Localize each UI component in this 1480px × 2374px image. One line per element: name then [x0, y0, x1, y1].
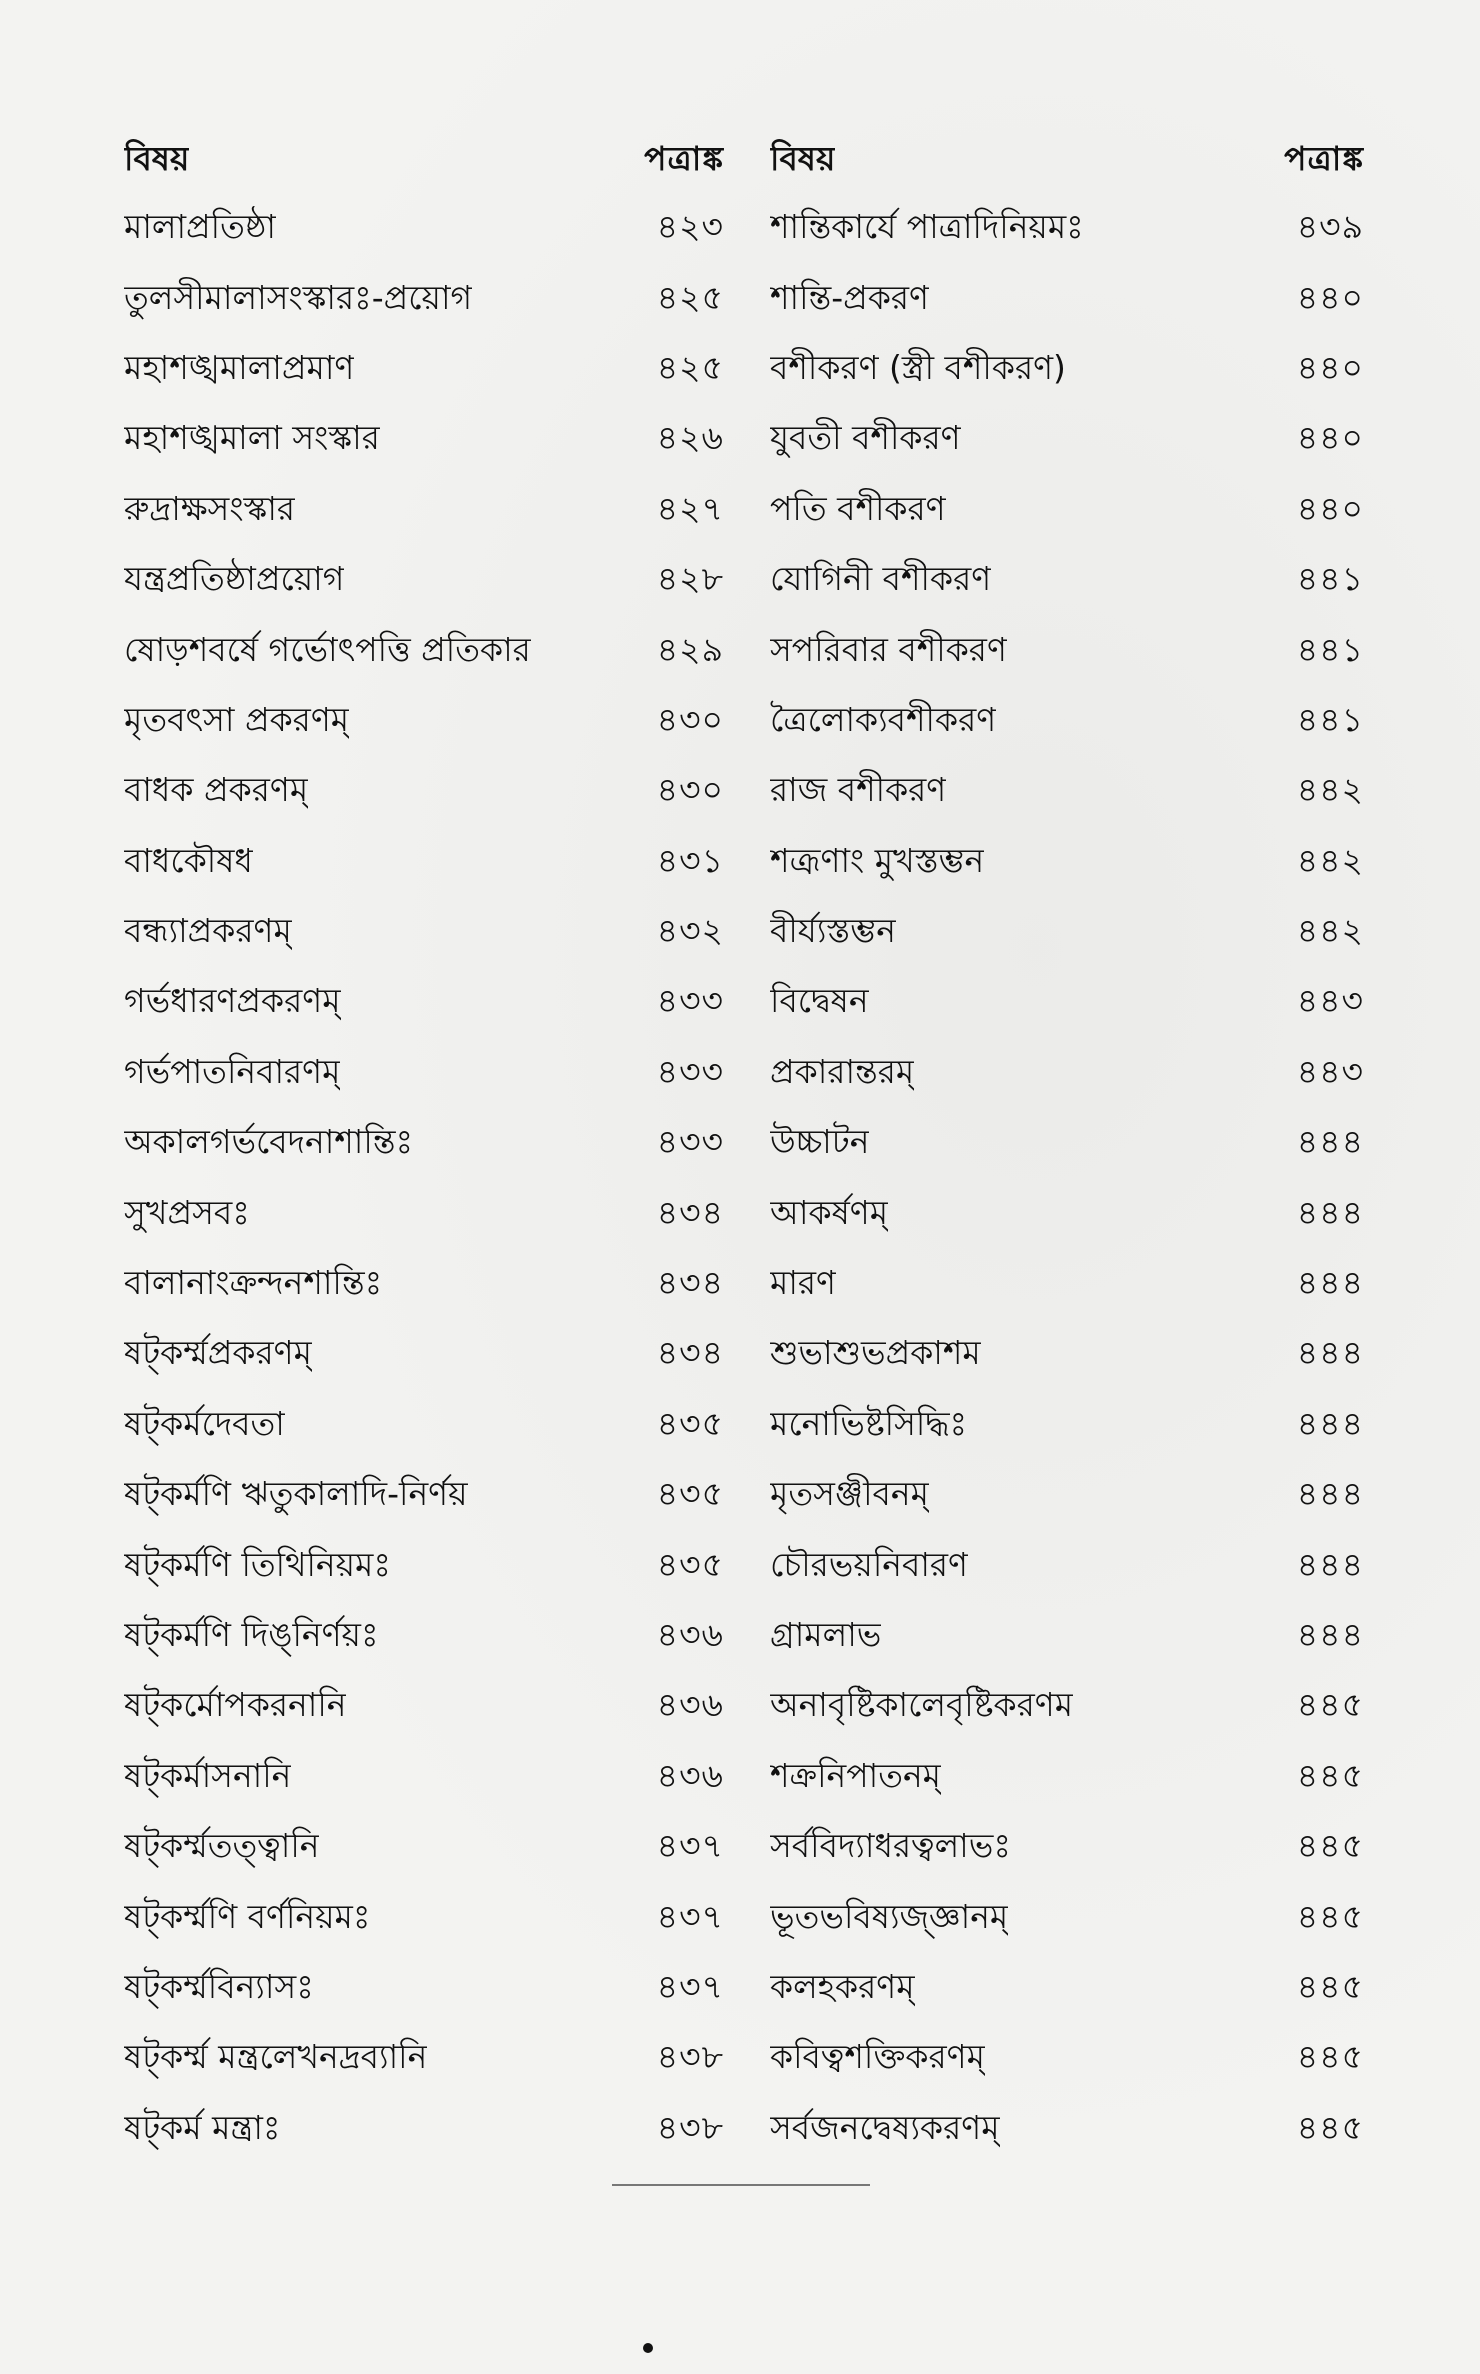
- toc-entry-right: [724, 1679, 1364, 1735]
- entry-page-number: ৪৪৪: [1296, 1122, 1364, 1162]
- toc-entry-right: [724, 905, 1364, 961]
- table-row: [124, 1109, 1364, 1179]
- toc-entry-right: [724, 835, 1364, 891]
- entry-page-number: ৪৩৬: [656, 1615, 724, 1654]
- entry-page-number: ৪৪৪: [1296, 1615, 1364, 1654]
- entry-subject: বাধকৌষধ: [124, 840, 253, 880]
- entry-subject: শত্রূণাং মুখস্তম্ভন: [770, 840, 985, 880]
- entry-page-number: ৪২৫: [656, 277, 724, 317]
- entry-subject: শান্তি-প্রকরণ: [770, 277, 930, 317]
- table-of-contents: [124, 128, 1364, 2165]
- entry-subject: গর্ভপাতনিবারণম্: [124, 1051, 341, 1091]
- toc-entry-left: [124, 201, 724, 257]
- entry-page-number: ৪৪৪: [1296, 1263, 1364, 1303]
- entry-subject: মহাশঙ্খমালা সংস্কার: [124, 418, 380, 458]
- entry-subject: ষট্‌কর্ম্মপ্রকরণম্: [124, 1333, 312, 1373]
- toc-entry-left: [124, 2102, 724, 2158]
- toc-entry-left: [124, 1609, 724, 1665]
- entry-subject: ত্রৈলোক্যবশীকরণ: [770, 699, 997, 739]
- toc-entry-left: [124, 483, 724, 539]
- toc-entry-right: [724, 553, 1364, 609]
- toc-entry-right: [724, 694, 1364, 750]
- toc-entry-left: [124, 975, 724, 1031]
- entry-page-number: ৪৩০: [656, 699, 724, 739]
- entry-page-number: ৪৪৫: [1296, 1826, 1364, 1866]
- entry-subject: যুবতী বশীকরণ: [770, 418, 961, 458]
- entry-subject: শান্তিকার্যে পাত্রাদিনিয়মঃ: [770, 207, 1084, 247]
- entry-subject: ষট্‌কর্মদেবতা: [124, 1403, 285, 1443]
- entry-subject: মহাশঙ্খমালাপ্রমাণ: [124, 347, 355, 387]
- table-row: [124, 476, 1364, 546]
- entry-subject: প্রকারান্তরম্: [770, 1051, 915, 1091]
- table-row: [124, 405, 1364, 475]
- entry-subject: বশীকরণ (স্ত্রী বশীকরণ): [770, 347, 1066, 387]
- entry-page-number: ৪৩৬: [656, 1685, 724, 1725]
- entry-page-number: ৪৪৫: [1296, 2037, 1364, 2077]
- table-row: [124, 1461, 1364, 1531]
- entry-page-number: ৪৩৫: [656, 1544, 724, 1584]
- toc-entry-right: [724, 975, 1364, 1031]
- header-subject-right: বিষয়: [770, 139, 836, 178]
- entry-subject: ষট্‌কর্মাসনানি: [124, 1755, 292, 1795]
- entry-page-number: ৪২৮: [656, 559, 724, 599]
- entry-subject: ষোড়শবর্ষে গর্ভোৎপত্তি প্রতিকার: [124, 629, 531, 669]
- toc-entry-right: [724, 2102, 1364, 2158]
- table-row: [124, 194, 1364, 264]
- table-row: [124, 546, 1364, 616]
- entry-subject: উচ্চাটন: [770, 1122, 870, 1162]
- entry-subject: আকর্ষণম্: [770, 1192, 889, 1232]
- entry-page-number: ৪৪৪: [1296, 1474, 1364, 1514]
- entry-subject: ষট্‌কর্ম্ম মন্ত্রলেখনদ্রব্যানি: [124, 2037, 428, 2077]
- entry-subject: ষট্‌কর্ম মন্ত্রাঃ: [124, 2107, 281, 2147]
- table-row: [124, 1743, 1364, 1813]
- entry-page-number: ৪৪৪: [1296, 1333, 1364, 1373]
- toc-entry-right: [724, 1539, 1364, 1595]
- entry-page-number: ৪৪৫: [1296, 2107, 1364, 2147]
- entry-subject: শুভাশুভপ্রকাশম: [770, 1333, 981, 1373]
- table-row: [124, 1320, 1364, 1390]
- entry-subject: শক্রনিপাতনম্: [770, 1755, 942, 1795]
- entry-subject: ষট্‌কর্ম্মণি বর্ণনিয়মঃ: [124, 1896, 371, 1936]
- toc-entry-right: [724, 272, 1364, 328]
- entry-subject: ষট্‌কর্ম্মতত্ত্বানি: [124, 1826, 320, 1866]
- toc-entry-right: [724, 201, 1364, 257]
- toc-entry-left: [124, 694, 724, 750]
- table-row: [124, 968, 1364, 1038]
- toc-entry-left: [124, 1750, 724, 1806]
- entry-page-number: ৪৩৯: [1296, 207, 1364, 247]
- entry-subject: সপরিবার বশীকরণ: [770, 629, 1007, 669]
- table-row: [124, 616, 1364, 686]
- table-row: [124, 1672, 1364, 1742]
- entry-page-number: ৪৩৬: [656, 1755, 724, 1795]
- entry-page-number: ৪২৭: [656, 488, 724, 528]
- entry-subject: মনোভিষ্টসিদ্ধিঃ: [770, 1403, 968, 1443]
- entry-page-number: ৪৩৫: [656, 1403, 724, 1443]
- entry-page-number: ৪৪৫: [1296, 1755, 1364, 1795]
- table-row: [124, 1250, 1364, 1320]
- entry-subject: মালাপ্রতিষ্ঠা: [124, 207, 276, 247]
- entry-subject: সর্ববিদ্যাধরত্বলাভঃ: [770, 1826, 1011, 1866]
- entry-page-number: ৪৪১: [1296, 699, 1364, 739]
- entry-page-number: ৪৪২: [1296, 840, 1364, 880]
- toc-entry-right: [724, 1327, 1364, 1383]
- entry-page-number: ৪৩৪: [656, 1192, 724, 1232]
- toc-entry-left: [124, 1116, 724, 1172]
- entry-subject: বিদ্বেষন: [770, 981, 869, 1021]
- entry-page-number: ৪৪০: [1296, 418, 1364, 458]
- toc-entry-left: [124, 764, 724, 820]
- table-row: [124, 687, 1364, 757]
- toc-entry-right: [724, 342, 1364, 398]
- entry-subject: অনাবৃষ্টিকালেবৃষ্টিকরণম: [770, 1685, 1074, 1725]
- table-row: [124, 1039, 1364, 1109]
- entry-page-number: ৪২৯: [656, 629, 724, 669]
- header-subject-left: বিষয়: [124, 139, 190, 178]
- entry-subject: বীর্য্যস্তম্ভন: [770, 911, 896, 951]
- table-row: [124, 335, 1364, 405]
- entry-page-number: ৪৩০: [656, 770, 724, 810]
- entry-page-number: ৪২৬: [656, 418, 724, 458]
- entry-page-number: ৪৪১: [1296, 559, 1364, 599]
- toc-entry-left: [124, 272, 724, 328]
- entry-page-number: ৪৩৮: [656, 2107, 724, 2147]
- table-row: [124, 1954, 1364, 2024]
- entry-page-number: ৪৩৩: [656, 1051, 724, 1091]
- toc-entry-right: [724, 1046, 1364, 1102]
- entry-subject: বন্ধ্যাপ্রকরণম্: [124, 911, 292, 951]
- toc-entry-left: [124, 1046, 724, 1102]
- table-row: [124, 757, 1364, 827]
- entry-page-number: ৪৩৭: [656, 1896, 724, 1936]
- entry-page-number: ৪৩৫: [656, 1474, 724, 1514]
- toc-entry-right: [724, 1116, 1364, 1172]
- toc-entry-right: [724, 1961, 1364, 2017]
- toc-entry-left: [124, 1820, 724, 1876]
- toc-entry-left: [124, 412, 724, 468]
- toc-entry-left: [124, 1327, 724, 1383]
- entry-subject: পতি বশীকরণ: [770, 488, 946, 528]
- entry-subject: রাজ বশীকরণ: [770, 770, 947, 810]
- entry-page-number: ৪৩৭: [656, 1966, 724, 2006]
- entry-subject: ভূতভবিষ্যজ্জ্ঞানম্: [770, 1896, 1009, 1936]
- entry-subject: যোগিনী বশীকরণ: [770, 559, 992, 599]
- toc-entry-right: [724, 1187, 1364, 1243]
- entry-page-number: ৪৩৪: [656, 1333, 724, 1373]
- entry-page-number: ৪৩৪: [656, 1263, 724, 1303]
- toc-entry-left: [124, 1539, 724, 1595]
- toc-entry-right: [724, 1750, 1364, 1806]
- entry-subject: ষট্‌কর্মণি ঋতুকালাদি-নির্ণয়: [124, 1474, 468, 1514]
- entry-subject: মৃতবৎসা প্রকরণম্: [124, 699, 350, 739]
- entry-page-number: ৪৩৮: [656, 2037, 724, 2077]
- header-right: [724, 133, 1364, 189]
- entry-page-number: ৪৪০: [1296, 277, 1364, 317]
- header-page-left: পত্রাঙ্ক: [644, 139, 724, 178]
- toc-entry-right: [724, 1398, 1364, 1454]
- entry-page-number: ৪৪২: [1296, 770, 1364, 810]
- table-row: [124, 1179, 1364, 1249]
- entry-page-number: ৪২৩: [656, 207, 724, 247]
- entry-page-number: ৪৪৩: [1296, 981, 1364, 1021]
- table-row: [124, 1602, 1364, 1672]
- entry-subject: গ্রামলাভ: [770, 1615, 882, 1654]
- toc-entry-left: [124, 1398, 724, 1454]
- table-row: [124, 2095, 1364, 2165]
- entry-page-number: ৪৪২: [1296, 911, 1364, 951]
- entry-subject: সর্বজনদ্বেষ্যকরণম্: [770, 2107, 1000, 2147]
- entry-page-number: ৪৪৩: [1296, 1051, 1364, 1091]
- entry-subject: মারণ: [770, 1263, 837, 1303]
- entry-subject: ষট্‌কর্মণি তিথিনিয়মঃ: [124, 1544, 391, 1584]
- entry-page-number: ৪৪০: [1296, 488, 1364, 528]
- toc-entry-left: [124, 1891, 724, 1947]
- toc-header: [124, 128, 1364, 194]
- entry-subject: বাধক প্রকরণম্: [124, 770, 309, 810]
- table-row: [124, 1531, 1364, 1601]
- toc-entry-left: [124, 905, 724, 961]
- toc-entry-right: [724, 2031, 1364, 2087]
- entry-subject: সুখপ্রসবঃ: [124, 1192, 250, 1232]
- entry-subject: রুদ্রাক্ষসংস্কার: [124, 488, 296, 528]
- entry-subject: তুলসীমালাসংস্কারঃ-প্রয়োগ: [124, 277, 473, 317]
- toc-entry-left: [124, 1961, 724, 2017]
- header-page-right: পত্রাঙ্ক: [1284, 139, 1364, 178]
- table-row: [124, 1813, 1364, 1883]
- toc-entry-left: [124, 835, 724, 891]
- entry-page-number: ৪৪৪: [1296, 1403, 1364, 1443]
- table-row: [124, 898, 1364, 968]
- table-row: [124, 264, 1364, 334]
- header-left: [124, 133, 724, 189]
- entry-page-number: ৪৩৩: [656, 1122, 724, 1162]
- entry-subject: কবিত্বশক্তিকরণম্: [770, 2037, 985, 2077]
- toc-entry-right: [724, 1891, 1364, 1947]
- entry-page-number: ৪৩৩: [656, 981, 724, 1021]
- entry-subject: যন্ত্রপ্রতিষ্ঠাপ্রয়োগ: [124, 559, 345, 599]
- footer-divider: [612, 2184, 870, 2186]
- entry-subject: গর্ভধারণপ্রকরণম্: [124, 981, 341, 1021]
- toc-entry-right: [724, 412, 1364, 468]
- entry-page-number: ৪৪১: [1296, 629, 1364, 669]
- toc-entry-left: [124, 2031, 724, 2087]
- toc-entry-left: [124, 342, 724, 398]
- toc-entry-right: [724, 764, 1364, 820]
- entry-page-number: ৪৪৪: [1296, 1544, 1364, 1584]
- toc-entry-right: [724, 1609, 1364, 1665]
- toc-entry-right: [724, 1468, 1364, 1524]
- entry-subject: কলহকরণম্: [770, 1966, 915, 2006]
- entry-page-number: ৪৪৫: [1296, 1685, 1364, 1725]
- toc-entry-left: [124, 1257, 724, 1313]
- entry-page-number: ৪২৫: [656, 347, 724, 387]
- entry-page-number: ৪৪৪: [1296, 1192, 1364, 1232]
- entry-page-number: ৪৩১: [656, 840, 724, 880]
- toc-entry-right: [724, 1257, 1364, 1313]
- entry-page-number: ৪৪০: [1296, 347, 1364, 387]
- entry-subject: মৃতসঞ্জীবনম্: [770, 1474, 929, 1514]
- entry-page-number: ৪৩২: [656, 911, 724, 951]
- entry-subject: বালানাংক্রন্দনশান্তিঃ: [124, 1263, 383, 1303]
- toc-entry-left: [124, 624, 724, 680]
- toc-entry-left: [124, 1679, 724, 1735]
- toc-entry-left: [124, 553, 724, 609]
- entry-page-number: ৪৩৭: [656, 1826, 724, 1866]
- toc-rows: [124, 194, 1364, 2165]
- entry-subject: ষট্‌কর্মোপকরনানি: [124, 1685, 347, 1725]
- page-dot: [643, 2343, 653, 2353]
- toc-entry-right: [724, 483, 1364, 539]
- entry-subject: ষট্‌কর্মণি দিঙ্‌নির্ণয়ঃ: [124, 1615, 379, 1654]
- entry-subject: ষট্‌কর্ম্মবিন্যাসঃ: [124, 1966, 314, 2006]
- toc-entry-right: [724, 1820, 1364, 1876]
- toc-entry-left: [124, 1468, 724, 1524]
- entry-subject: অকালগর্ভবেদনাশান্তিঃ: [124, 1122, 414, 1162]
- entry-page-number: ৪৪৫: [1296, 1896, 1364, 1936]
- entry-subject: চৌরভয়নিবারণ: [770, 1544, 969, 1584]
- toc-entry-right: [724, 624, 1364, 680]
- table-row: [124, 1883, 1364, 1953]
- table-row: [124, 2024, 1364, 2094]
- toc-entry-left: [124, 1187, 724, 1243]
- table-row: [124, 1391, 1364, 1461]
- table-row: [124, 828, 1364, 898]
- entry-page-number: ৪৪৫: [1296, 1966, 1364, 2006]
